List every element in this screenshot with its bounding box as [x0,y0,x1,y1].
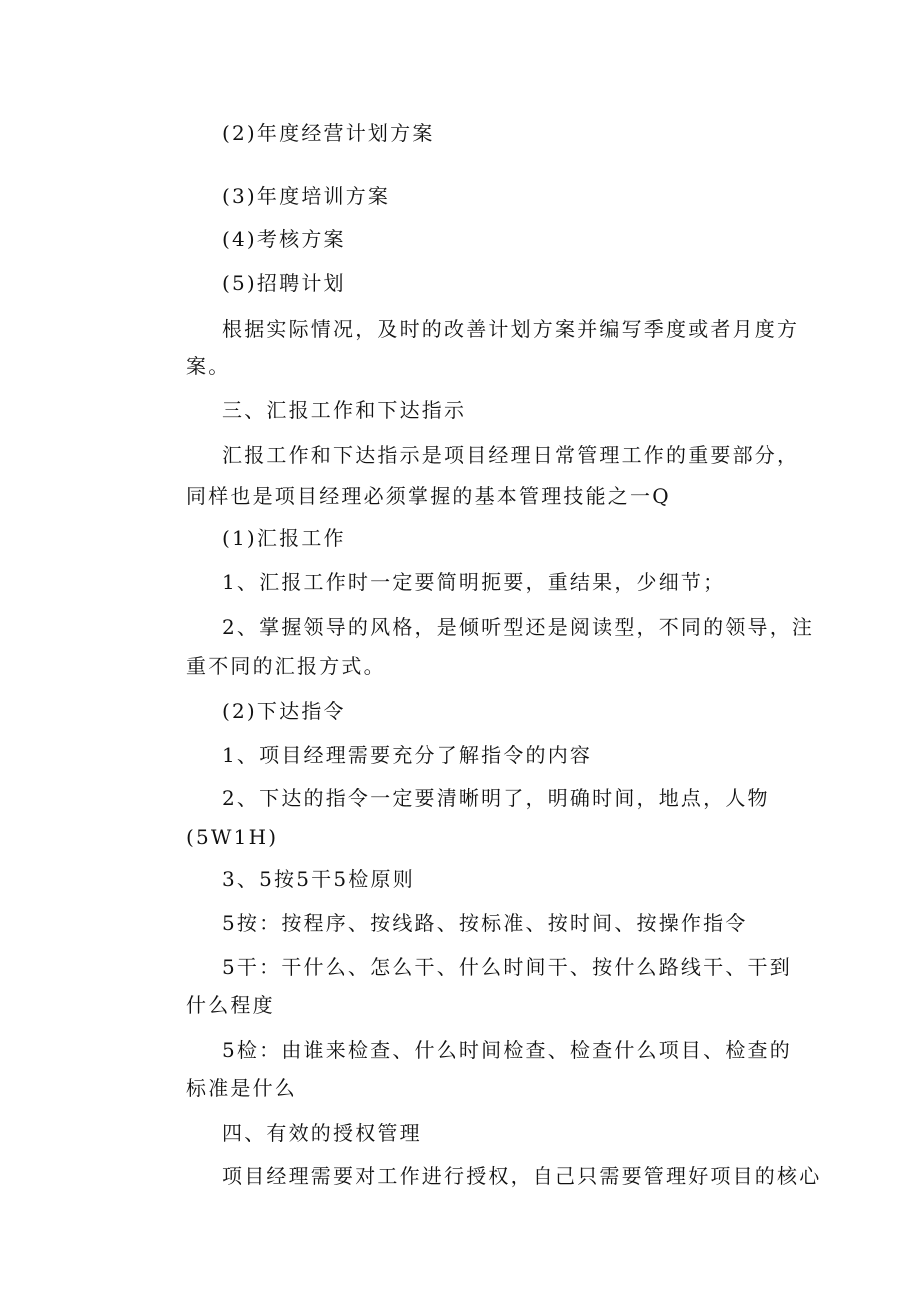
list-item-report-concise: 1、汇报工作时一定要简明扼要，重结果，少细节； [222,570,726,594]
item-annual-training-plan: (3)年度培训方案 [222,184,391,208]
list-item-clear-instruction-line-2: (5W1H) [186,825,279,849]
list-item-5-gan-line-1: 5干：干什么、怎么干、什么时间干、按什么路线干、干到 [222,955,792,979]
list-item-leader-style-line-2: 重不同的汇报方式。 [186,654,386,678]
paragraph-authorization-line-1: 项目经理需要对工作进行授权，自己只需要管理好项目的核心 [222,1164,822,1188]
list-item-5-gan-line-2: 什么程度 [186,993,275,1017]
list-item-5-an: 5按：按程序、按线路、按标准、按时间、按操作指令 [222,911,748,935]
item-recruitment-plan: (5)招聘计划 [222,271,346,295]
list-item-leader-style-line-1: 2、掌握领导的风格，是倾听型还是阅读型，不同的领导，注 [222,615,815,639]
subheading-reporting-work: (1)汇报工作 [222,526,346,550]
item-assessment-plan: (4)考核方案 [222,227,346,251]
paragraph-improve-plan-line-1: 根据实际情况，及时的改善计划方案并编写季度或者月度方 [222,317,800,341]
paragraph-reporting-intro-line-1: 汇报工作和下达指示是项目经理日常管理工作的重要部分， [222,443,800,467]
section-heading-authorization: 四、有效的授权管理 [222,1121,422,1145]
section-heading-reporting-and-instructions: 三、汇报工作和下达指示 [222,398,467,422]
paragraph-reporting-intro-line-2: 同样也是项目经理必须掌握的基本管理技能之一Q [186,484,671,508]
list-item-5-jian-line-1: 5检：由谁来检查、什么时间检查、检查什么项目、检查的 [222,1038,792,1062]
list-item-clear-instruction-line-1: 2、下达的指令一定要清晰明了，明确时间，地点，人物 [222,786,770,810]
paragraph-improve-plan-line-2: 案。 [186,354,231,378]
item-annual-business-plan: (2)年度经营计划方案 [222,121,435,145]
subheading-issuing-instructions: (2)下达指令 [222,699,346,723]
list-item-5-jian-line-2: 标准是什么 [186,1076,297,1100]
list-item-5-principles: 3、5按5干5检原则 [222,867,415,891]
list-item-understand-instruction: 1、项目经理需要充分了解指令的内容 [222,743,593,767]
